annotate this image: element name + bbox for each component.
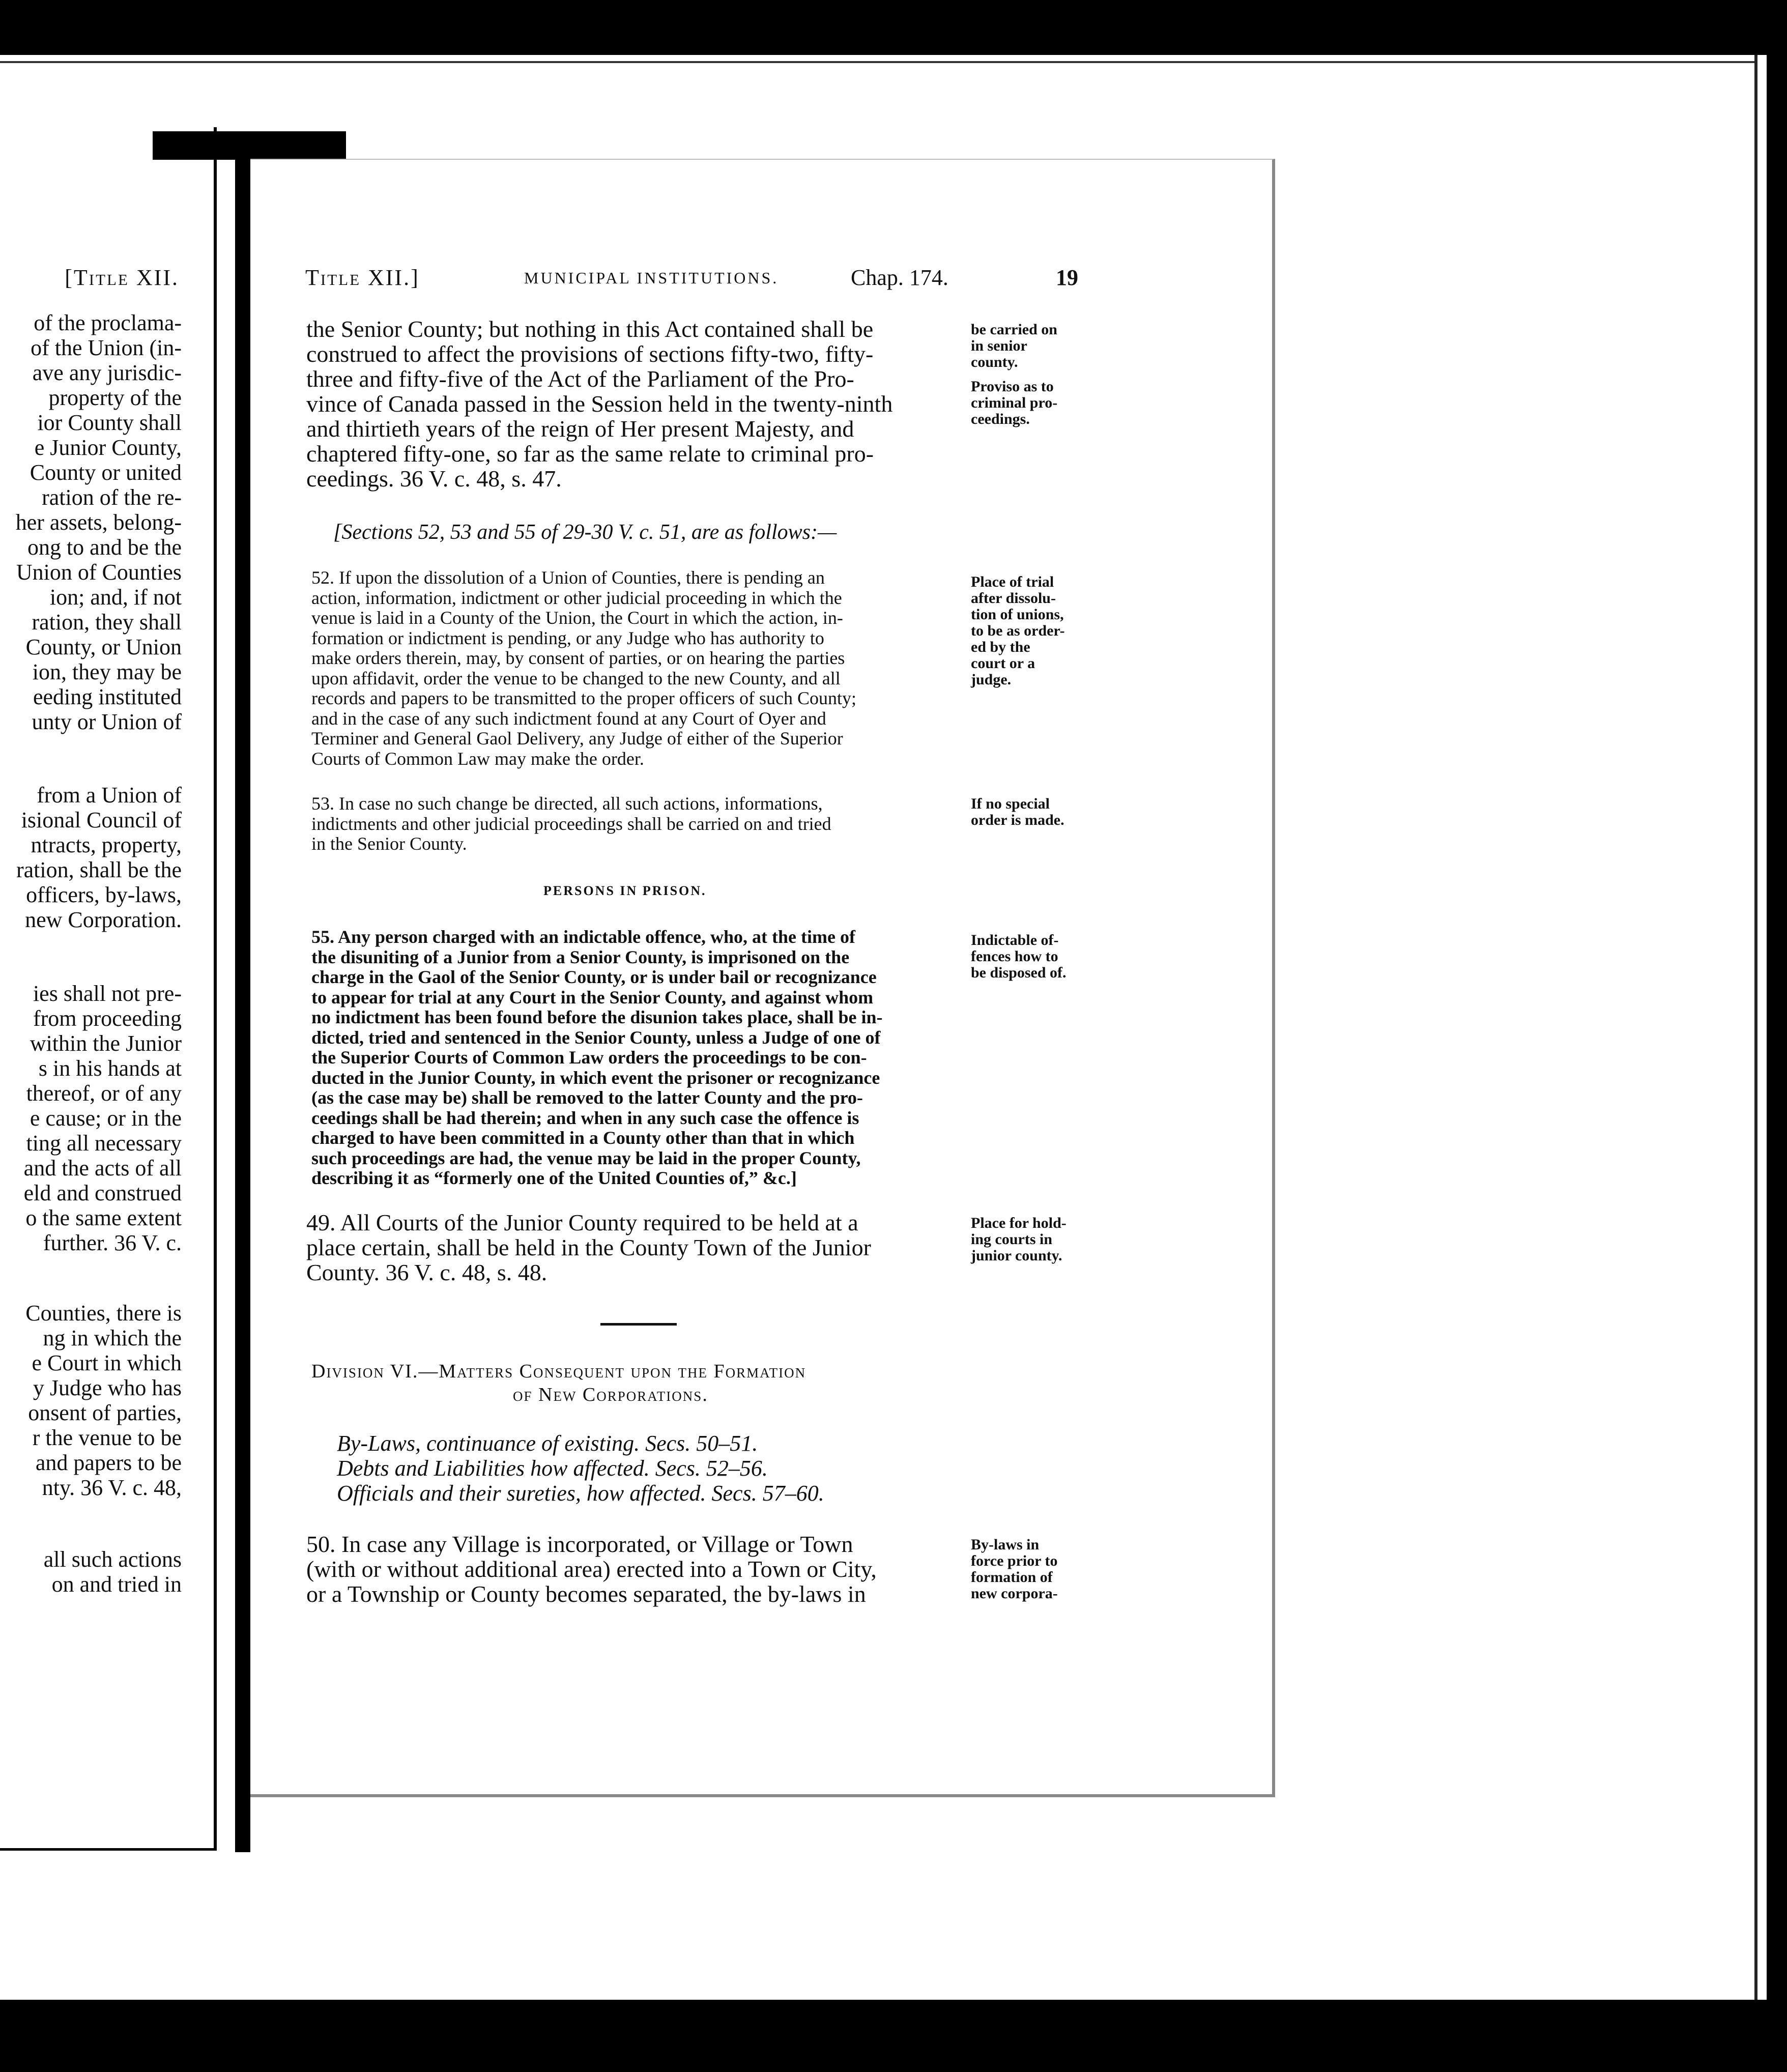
section-55-text [311,927,883,1189]
left-line: y Judge who has [33,1375,182,1400]
left-block-5 [44,1547,182,1597]
section-divider-rule [600,1323,677,1326]
left-line: Union of Counties [16,560,182,585]
left-line: ng in which the [43,1326,182,1350]
margin-note-line: Proviso as to [971,378,1054,395]
text-line: ceedings. 36 V. c. 48, s. 47. [306,466,562,492]
left-line: ong to and be the [27,535,182,560]
left-line: County or united [30,460,182,485]
left-line: ior County shall [37,410,182,435]
left-line: e Court in which [32,1350,182,1375]
margin-note-proviso [971,379,1057,427]
text-line: 53. In case no such change be directed, all such actions, informations, [311,793,823,814]
text-line: indictments and other judicial proceedings shall be carried on and tried [311,813,831,834]
margin-note-line: junior county. [971,1247,1062,1264]
margin-note-line: By-laws in [971,1536,1040,1553]
margin-note-line: ed by the [971,639,1030,655]
text-line: and thirtieth years of the reign of Her present Majesty, and [306,416,854,442]
division-contents [337,1431,824,1506]
left-block-1 [16,310,182,734]
text-line: ducted in the Junior County, in which event the prisoner or recognizance [311,1067,880,1088]
left-line: from proceeding [33,1006,182,1031]
margin-note-line: formation of [971,1569,1053,1586]
left-line: within the Junior [30,1031,182,1056]
text-line: and in the case of any such indictment found at any Court of Oyer and [311,708,826,729]
scan-border-bottom [0,2000,1787,2072]
left-line: ting all necessary [26,1131,182,1156]
text-line: County. 36 V. c. 48, s. 48. [306,1259,547,1285]
margin-note-place-of-trial [971,574,1065,688]
left-line: eeding instituted [33,684,182,709]
text-line: formation or indictment is pending, or any Judge who has authority to [311,627,824,648]
section-49-text [306,1210,871,1285]
left-line: new Corporation. [25,907,182,932]
margin-note-place-for-courts [971,1215,1067,1264]
left-line: unty or Union of [32,709,182,734]
text-line: vince of Canada passed in the Session held in the twenty-ninth [306,391,893,417]
text-line: describing it as “formerly one of the United Counties of,” &c.] [311,1168,797,1188]
left-line: nty. 36 V. c. 48, [42,1475,182,1500]
left-line: ration, shall be the [16,857,182,882]
margin-note-line: be disposed of. [971,964,1067,981]
text-line: ceedings shall be had therein; and when in any such case the offence is [311,1107,859,1128]
text-line: make orders therein, may, by consent of parties, or on hearing the parties [311,648,845,668]
text-line: 50. In case any Village is incorporated, or Village or Town [306,1531,853,1557]
left-line: and the acts of all [23,1156,182,1181]
section-47-continuation [306,316,892,491]
scan-page-edge-right [1754,55,1757,2000]
margin-note-line: after dissolu- [971,590,1056,607]
text-line: place certain, shall be held in the County Town of the Junior [306,1234,871,1260]
left-line: e Junior County, [34,435,182,460]
text-line: such proceedings are had, the venue may be laid in the proper County, [311,1147,861,1168]
margin-note-line: in senior [971,337,1027,354]
left-line: ntracts, property, [31,832,182,857]
margin-note-line: new corpora- [971,1585,1058,1602]
margin-note-line: court or a [971,655,1035,672]
text-line: charged to have been committed in a County other than that in which [311,1128,855,1148]
left-line: from a Union of [37,783,182,808]
page-number: 19 [1056,265,1078,290]
text-line: venue is laid in a County of the Union, the Court in which the action, in- [311,608,843,628]
left-line: of the proclama- [34,310,182,335]
page-header-running-title: MUNICIPAL INSTITUTIONS. [524,269,779,287]
left-line: ration, they shall [32,610,182,635]
persons-in-prison-heading: PERSONS IN PRISON. [543,883,707,898]
text-line: the Superior Courts of Common Law orders the proceedings to be con- [311,1047,867,1068]
left-line: eld and construed [23,1181,182,1205]
left-line: o the same extent [25,1205,182,1230]
text-line: Terminer and General Gaol Delivery, any Judge of either of the Superior [311,728,843,749]
left-line: ave any jurisdic- [32,360,182,385]
book-spine [235,153,250,1852]
margin-note-line: force prior to [971,1552,1058,1569]
scan-border-right [1767,0,1787,2072]
left-line: ies shall not pre- [33,981,182,1006]
left-line: property of the [48,385,182,410]
text-line: upon affidavit, order the venue to be changed to the new County, and all [311,668,841,688]
left-line: County, or Union [25,635,182,659]
margin-note-line: ing courts in [971,1231,1053,1248]
margin-note-line: If no special [971,795,1050,812]
margin-note-line: ceedings. [971,411,1030,427]
text-line: charge in the Gaol of the Senior County, or is under bail or recognizance [311,967,877,987]
text-line: or a Township or County becomes separated, the by-laws in [306,1581,866,1607]
contents-line: Debts and Liabilities how affected. Secs. 52–56. [337,1456,768,1481]
text-line: dicted, tried and sentenced in the Senior County, unless a Judge of one of [311,1027,881,1048]
left-line: isional Council of [21,808,182,832]
division-heading-line: Division VI.—Matters Consequent upon the Formation [311,1361,806,1382]
left-block-4 [25,1301,182,1500]
margin-note-line: Place of trial [971,573,1054,590]
left-line: thereof, or of any [26,1081,182,1106]
left-line: of the Union (in- [31,335,182,360]
margin-note-line: judge. [971,671,1012,688]
left-line: onsent of parties, [28,1400,182,1425]
left-block-3 [24,981,182,1255]
contents-line: Officials and their sureties, how affected. Secs. 57–60. [337,1481,824,1506]
left-page-header: [Title XII. [65,265,179,290]
text-line: to appear for trial at any Court in the Senior County, and against whom [311,987,874,1008]
margin-note-by-laws [971,1537,1058,1602]
left-line: e cause; or in the [30,1106,182,1131]
left-line: ration of the re- [42,485,182,510]
margin-note-line: Indictable of- [971,932,1059,948]
text-line: the disuniting of a Junior from a Senior County, is imprisoned on the [311,946,850,967]
division-heading [311,1360,806,1406]
text-line: records and papers to be transmitted to the proper officers of such County; [311,688,857,708]
left-line: on and tried in [51,1572,182,1597]
margin-note-line: county. [971,354,1018,370]
left-line: r the venue to be [32,1425,182,1450]
left-line: all such actions [43,1547,182,1572]
left-page-edge [214,127,217,1850]
margin-note-line: tion of unions, [971,606,1064,623]
left-line: ion, they may be [32,659,182,684]
text-line: construed to affect the provisions of sections fifty-two, fifty- [306,341,874,367]
left-page-bottom-edge [0,1848,217,1851]
margin-note-line: fences how to [971,948,1058,965]
margin-note-line: be carried on [971,321,1057,338]
margin-note-line: Place for hold- [971,1215,1067,1231]
text-line: the Senior County; but nothing in this Act contained shall be [306,316,874,342]
text-line: no indictment has been found before the disunion takes place, shall be in- [311,1007,883,1027]
division-heading-line: of New Corporations. [513,1384,708,1405]
text-line: chaptered fifty-one, so far as the same relate to criminal pro- [306,441,874,467]
left-line: further. 36 V. c. [43,1230,182,1255]
text-line: (as the case may be) shall be removed to the latter County and the pro- [311,1087,863,1108]
text-line: 49. All Courts of the Junior County required to be held at a [306,1210,858,1235]
text-line: (with or without additional area) erected into a Town or City, [306,1556,877,1582]
text-line: Courts of Common Law may make the order. [311,748,644,769]
contents-line: By-Laws, continuance of existing. Secs. 50–51. [337,1431,758,1456]
margin-note-indictable-offences [971,932,1067,981]
left-line: her assets, belong- [15,510,182,535]
text-line: three and fifty-five of the Act of the Parliament of the Pro- [306,366,854,392]
section-50-text [306,1532,877,1606]
scan-border-top [0,0,1787,55]
margin-note-line: criminal pro- [971,394,1058,411]
left-line: officers, by-laws, [26,882,182,907]
text-line: in the Senior County. [311,833,467,854]
left-line: and papers to be [35,1450,182,1475]
section-52-text [311,568,856,769]
text-line: 52. If upon the dissolution of a Union of Counties, there is pending an [311,567,825,588]
page-header-title: Title XII.] [305,265,420,290]
left-line: ion; and, if not [49,585,182,610]
left-line: s in his hands at [38,1056,182,1081]
section-53-text [311,794,831,854]
text-line: action, information, indictment or other judicial proceeding in which the [311,587,842,608]
sections-intro: [Sections 52, 53 and 55 of 29-30 V. c. 51, are as follows:— [333,521,837,544]
margin-note-line: order is made. [971,812,1064,828]
margin-note-senior-county [971,322,1057,370]
page-header-chapter: Chap. 174. [851,265,948,290]
margin-note-line: to be as order- [971,622,1065,639]
text-line: 55. Any person charged with an indictable offence, who, at the time of [311,927,855,947]
left-block-2 [16,783,182,932]
scan-border-line [0,61,1755,63]
margin-note-no-special-order [971,796,1064,828]
left-line: Counties, there is [25,1301,182,1326]
